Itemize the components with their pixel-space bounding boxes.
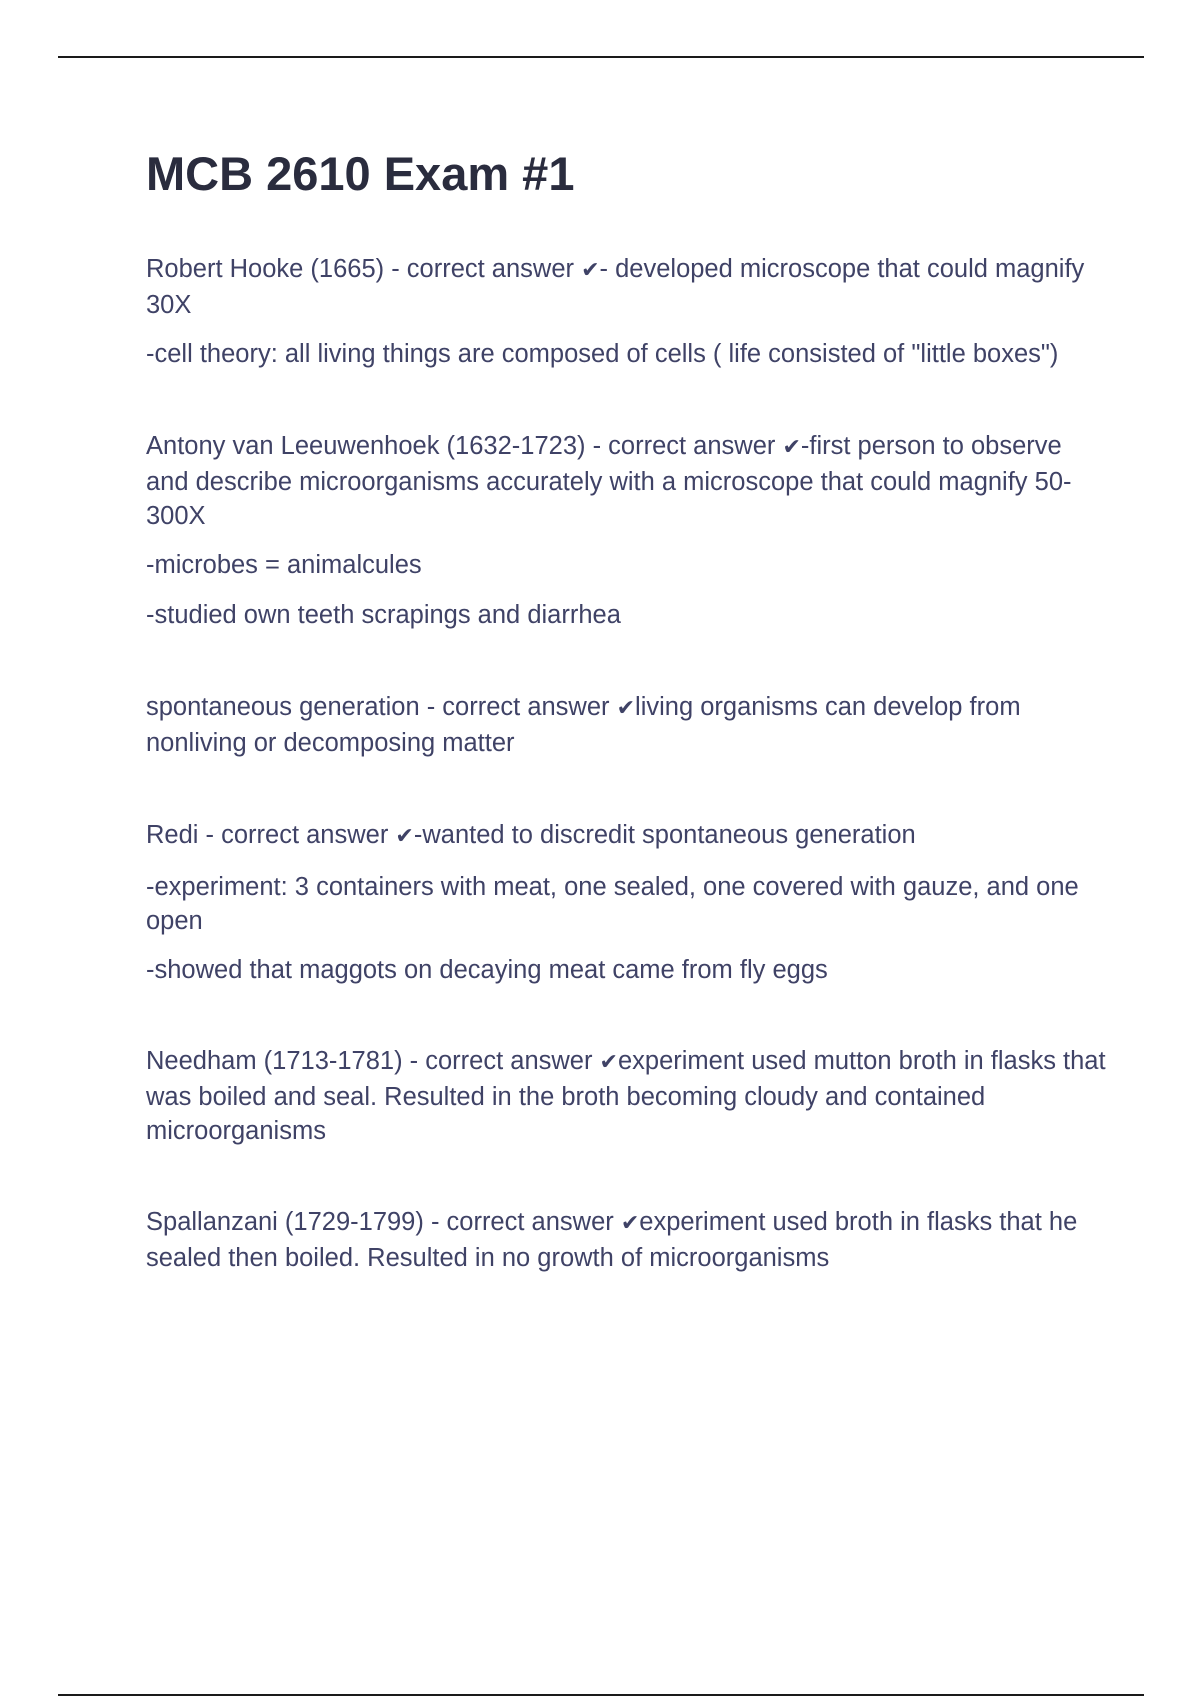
qa-entry-leeuwenhoek xyxy=(146,429,1106,632)
entry-answer-line xyxy=(146,1044,1106,1148)
entry-detail: -cell theory: all living things are composed of cells ( life consisted of "little boxes") xyxy=(146,340,1059,368)
check-icon: ✔ xyxy=(581,258,600,283)
bottom-rule xyxy=(58,1694,1144,1696)
entry-answer-line xyxy=(146,429,1106,533)
check-icon: ✔ xyxy=(620,1211,640,1236)
qa-entry-spontaneous-generation xyxy=(146,690,1106,760)
entry-answer-line xyxy=(146,1205,1106,1275)
qa-entry-hooke xyxy=(146,252,1106,371)
entry-detail: -studied own teeth scrapings and diarrhea xyxy=(146,601,621,629)
check-icon: ✔ xyxy=(616,696,636,721)
check-icon: ✔ xyxy=(599,1050,618,1075)
entry-answer: living organisms can develop from nonliving or decomposing matter xyxy=(146,693,1021,757)
entry-answer-line xyxy=(146,690,1106,760)
entry-answer-line xyxy=(146,818,1106,854)
entry-term: Robert Hooke (1665) - correct answer xyxy=(146,255,582,283)
entry-answer-line xyxy=(146,252,1106,322)
entry-detail: -microbes = animalcules xyxy=(146,551,422,579)
entry-detail: -showed that maggots on decaying meat came from fly eggs xyxy=(146,956,828,984)
entry-term: Needham (1713-1781) - correct answer xyxy=(146,1047,600,1075)
entry-detail: -experiment: 3 containers with meat, one sealed, one covered with gauze, and one open xyxy=(146,873,1079,935)
check-icon: ✔ xyxy=(395,824,414,849)
document-title: MCB 2610 Exam #1 xyxy=(146,147,575,200)
entry-answer: - developed microscope that could magnify 30X xyxy=(146,255,1085,319)
entry-answer: experiment used mutton broth in flasks that was boiled and seal. Resulted in the broth becoming cloudy and contained microorganisms xyxy=(146,1047,1106,1145)
entry-term: Redi - correct answer xyxy=(146,821,396,849)
entry-answer: -first person to observe and describe microorganisms accurately with a microscope that could magnify 50-300X xyxy=(146,432,1072,530)
entry-term: spontaneous generation - correct answer xyxy=(146,693,617,721)
entry-answer: experiment used broth in flasks that he sealed then boiled. Resulted in no growth of microorganisms xyxy=(146,1208,1078,1272)
entry-term: Spallanzani (1729-1799) - correct answer xyxy=(146,1208,621,1236)
qa-entry-needham xyxy=(146,1044,1106,1148)
top-rule xyxy=(58,56,1144,58)
document-body xyxy=(146,138,1106,1275)
qa-entry-redi xyxy=(146,818,1106,987)
qa-entry-spallanzani xyxy=(146,1205,1106,1275)
entry-term: Antony van Leeuwenhoek (1632-1723) - correct answer xyxy=(146,432,783,460)
entry-answer: -wanted to discredit spontaneous generation xyxy=(413,821,916,849)
check-icon: ✔ xyxy=(782,435,801,460)
